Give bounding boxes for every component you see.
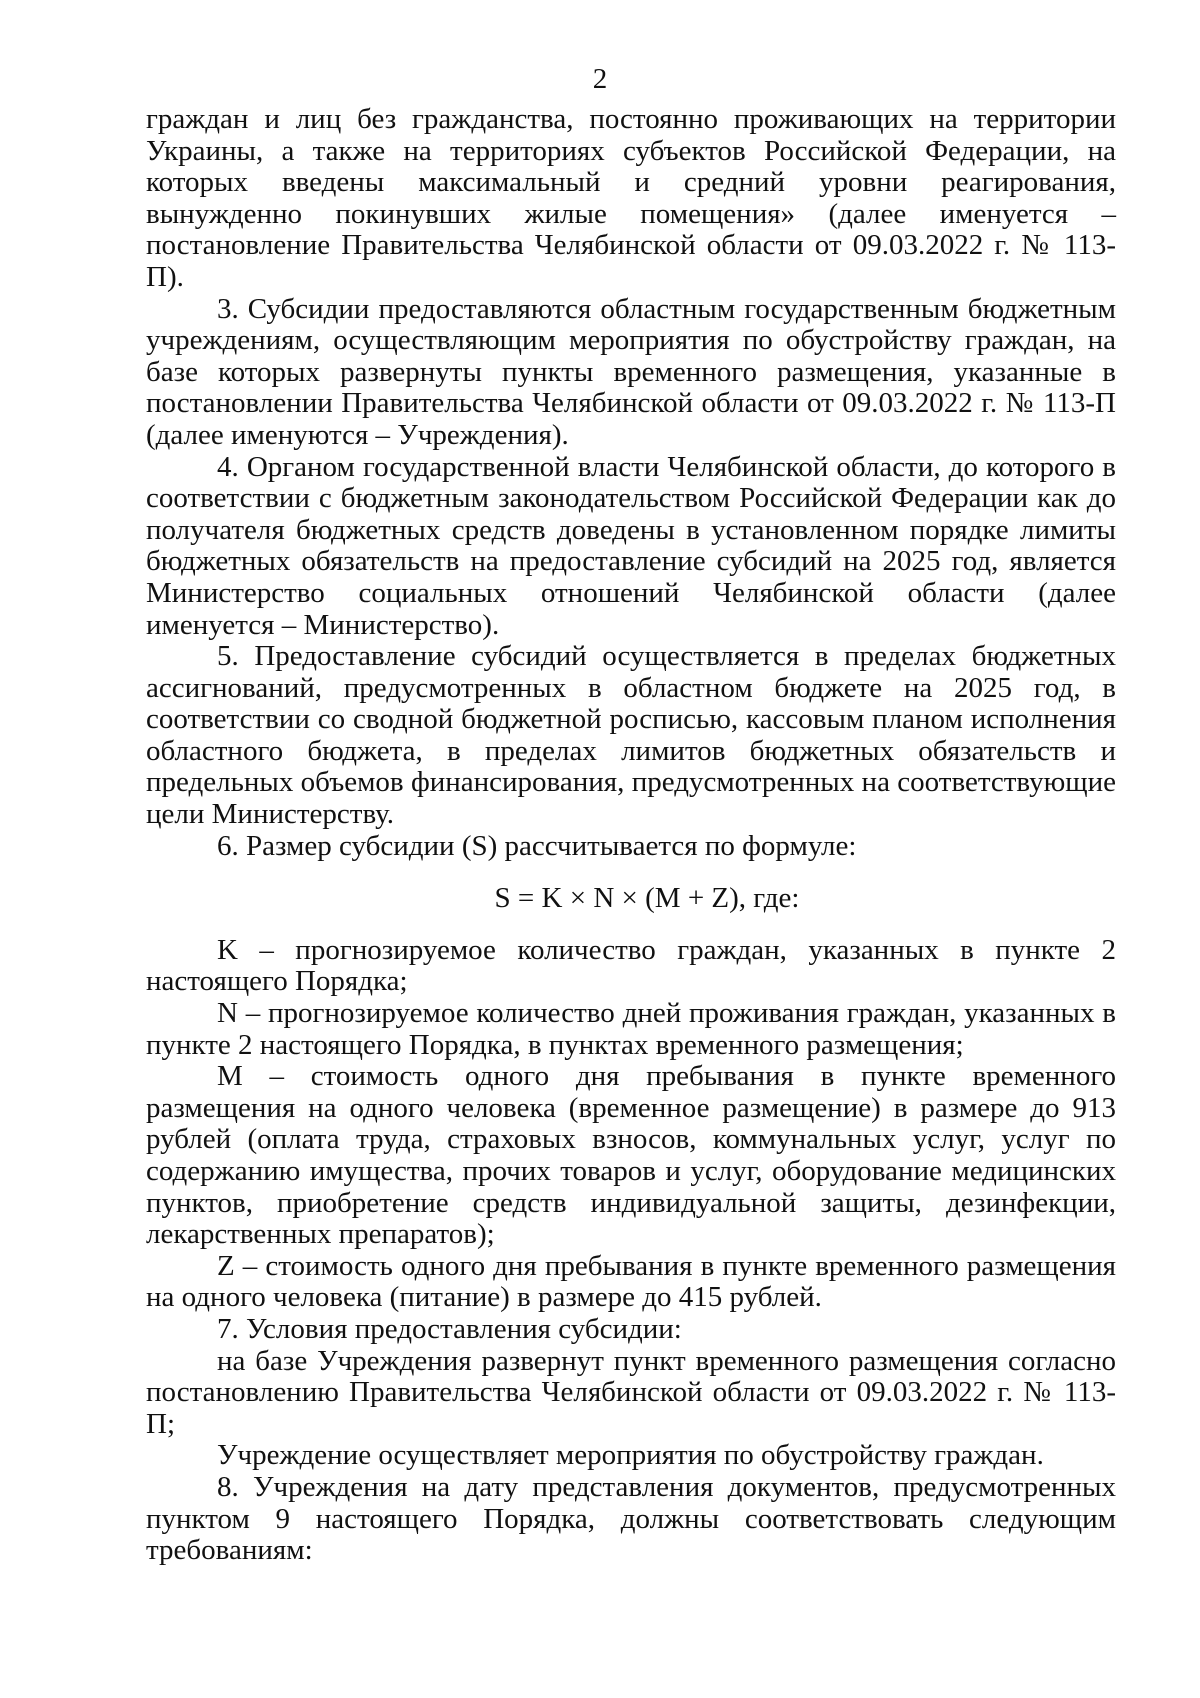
paragraph-item-8: 8. Учреждения на дату представления документов, предусмотренных пунктом 9 настоящего Порядка, должны соответствовать следующим требованиям: bbox=[146, 1470, 1116, 1567]
formula-definition-k: K – прогнозируемое количество граждан, указанных в пункте 2 настоящего Порядка; bbox=[146, 933, 1116, 998]
subsidy-formula: S = K × N × (M + Z), где: bbox=[494, 882, 800, 915]
page-number: 2 bbox=[592, 63, 608, 95]
formula-definition-z: Z – стоимость одного дня пребывания в пункте временного размещения на одного человека (питание) в размере до 415 рублей. bbox=[146, 1249, 1116, 1314]
condition-item-2: Учреждение осуществляет мероприятия по обустройству граждан. bbox=[217, 1439, 1044, 1472]
paragraph-item-6: 6. Размер субсидии (S) рассчитывается по формуле: bbox=[217, 829, 857, 862]
paragraph-item-7: 7. Условия предоставления субсидии: bbox=[217, 1312, 682, 1345]
paragraph-item-3: 3. Субсидии предоставляются областным государственным бюджетным учреждениям, осуществляющим мероприятия по обустройству граждан, на базе которых развернуты пункты временного размещения, указанные в постановлении Правительства Челябинской области от 09.03.2022 г. № 113-П (далее именуются – Учреждения). bbox=[146, 292, 1116, 451]
formula-definition-m: M – стоимость одного дня пребывания в пункте временного размещения на одного человека (временное размещение) в размере до 913 рублей (оплата труда, страховых взносов, коммунальных услуг, услуг по содержанию имущества, прочих товаров и услуг, оборудование медицинских пунктов, приобретение средств индивидуальной защиты, дезинфекции, лекарственных препаратов); bbox=[146, 1060, 1116, 1251]
document-body bbox=[146, 104, 1116, 1567]
condition-item-1: на базе Учреждения развернут пункт временного размещения согласно постановлению Правительства Челябинской области от 09.03.2022 г. № 113-П; bbox=[146, 1344, 1116, 1440]
paragraph-continuation: граждан и лиц без гражданства, постоянно проживающих на территории Украины, а также на территориях субъектов Российской Федерации, на которых введены максимальный и средний уровни реагирования, вынужденно покинувших жилые помещения» (далее именуется – постановление Правительства Челябинской области от 09.03.2022 г. № 113-П). bbox=[146, 103, 1116, 293]
formula-definition-n: N – прогнозируемое количество дней проживания граждан, указанных в пункте 2 настоящего Порядка, в пунктах временного размещения; bbox=[146, 997, 1116, 1061]
paragraph-item-5: 5. Предоставление субсидий осуществляется в пределах бюджетных ассигнований, предусмотренных в областном бюджете на 2025 год, в соответствии со сводной бюджетной росписью, кассовым планом исполнения областного бюджета, в пределах лимитов бюджетных обязательств и предельных объемов финансирования, предусмотренных на соответствующие цели Министерству. bbox=[146, 640, 1116, 831]
paragraph-item-4: 4. Органом государственной власти Челябинской области, до которого в соответствии с бюджетным законодательством Российской Федерации как до получателя бюджетных средств доведены в установленном порядке лимиты бюджетных обязательств на предоставление субсидий на 2025 год, является Министерство социальных отношений Челябинской области (далее именуется – Министерство). bbox=[146, 450, 1116, 641]
